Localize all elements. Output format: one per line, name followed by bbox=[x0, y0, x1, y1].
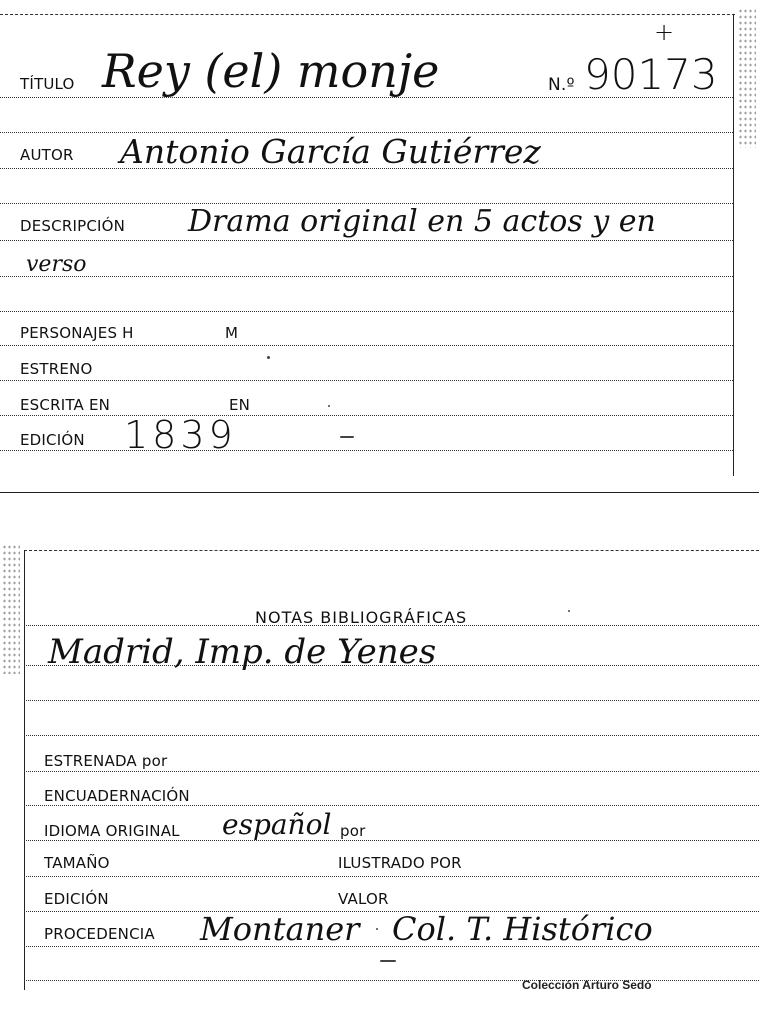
rule-line bbox=[24, 805, 759, 806]
catalog-card-top bbox=[0, 0, 759, 493]
titulo-label: TÍTULO bbox=[20, 75, 75, 93]
idioma-value: español bbox=[222, 808, 332, 841]
ink-speck bbox=[568, 610, 570, 612]
idioma-por-label: por bbox=[340, 822, 366, 840]
rule-line bbox=[24, 735, 759, 736]
escrita-en-label: EN bbox=[229, 396, 251, 414]
escrita-label: ESCRITA EN bbox=[20, 396, 111, 414]
card-right-border bbox=[733, 14, 734, 476]
notas-heading: NOTAS BIBLIOGRÁFICAS bbox=[255, 608, 468, 627]
rule-line bbox=[24, 771, 759, 772]
scan-noise bbox=[738, 8, 756, 148]
collection-footer: Colección Arturo Sedó bbox=[522, 978, 652, 992]
rule-line bbox=[0, 380, 733, 381]
personajes-m-label: M bbox=[225, 324, 239, 342]
idioma-label: IDIOMA ORIGINAL bbox=[44, 822, 180, 840]
rule-line bbox=[0, 450, 733, 451]
ink-speck bbox=[340, 436, 354, 438]
encuadernacion-label: ENCUADERNACIÓN bbox=[44, 787, 190, 805]
scan-noise bbox=[2, 544, 20, 674]
procedencia-label: PROCEDENCIA bbox=[44, 925, 155, 943]
autor-label: AUTOR bbox=[20, 146, 74, 164]
rule-line bbox=[24, 840, 759, 841]
card-left-border bbox=[24, 550, 25, 990]
titulo-value: Rey (el) monje bbox=[102, 44, 440, 98]
edicion-label: EDICIÓN bbox=[44, 890, 109, 908]
rule-line bbox=[0, 276, 733, 277]
ink-speck bbox=[380, 960, 396, 962]
numero-mark: + bbox=[654, 18, 675, 46]
card-top-edge bbox=[0, 14, 735, 15]
notas-value: Madrid, Imp. de Yenes bbox=[48, 632, 437, 672]
personajes-label: PERSONAJES H bbox=[20, 324, 134, 342]
rule-line bbox=[0, 345, 733, 346]
ink-speck bbox=[328, 405, 330, 407]
tamano-label: TAMAÑO bbox=[44, 854, 110, 872]
rule-line bbox=[24, 700, 759, 701]
ink-speck bbox=[376, 928, 378, 930]
rule-line bbox=[0, 311, 733, 312]
ink-speck bbox=[267, 356, 270, 359]
estreno-label: ESTRENO bbox=[20, 360, 93, 378]
numero-label: N.º bbox=[548, 75, 575, 95]
catalog-card-bottom bbox=[0, 540, 759, 990]
valor-label: VALOR bbox=[338, 890, 389, 908]
descripcion-value-line1: Drama original en 5 actos y en bbox=[188, 204, 656, 239]
descripcion-label: DESCRIPCIÓN bbox=[20, 217, 126, 235]
estrenada-label: ESTRENADA por bbox=[44, 752, 168, 770]
descripcion-value-line2: verso bbox=[26, 252, 87, 277]
autor-value: Antonio García Gutiérrez bbox=[120, 132, 541, 171]
edicion-value: 1839 bbox=[124, 413, 237, 457]
card-top-edge bbox=[24, 550, 759, 551]
rule-line bbox=[24, 876, 759, 877]
procedencia-value-1: Montaner bbox=[200, 910, 360, 948]
procedencia-value-2: Col. T. Histórico bbox=[392, 910, 653, 948]
edicion-label: EDICIÓN bbox=[20, 431, 85, 449]
numero-value: 90173 bbox=[584, 50, 718, 99]
rule-line bbox=[0, 415, 733, 416]
rule-line bbox=[0, 240, 733, 241]
ilustrado-label: ILUSTRADO POR bbox=[338, 854, 462, 872]
